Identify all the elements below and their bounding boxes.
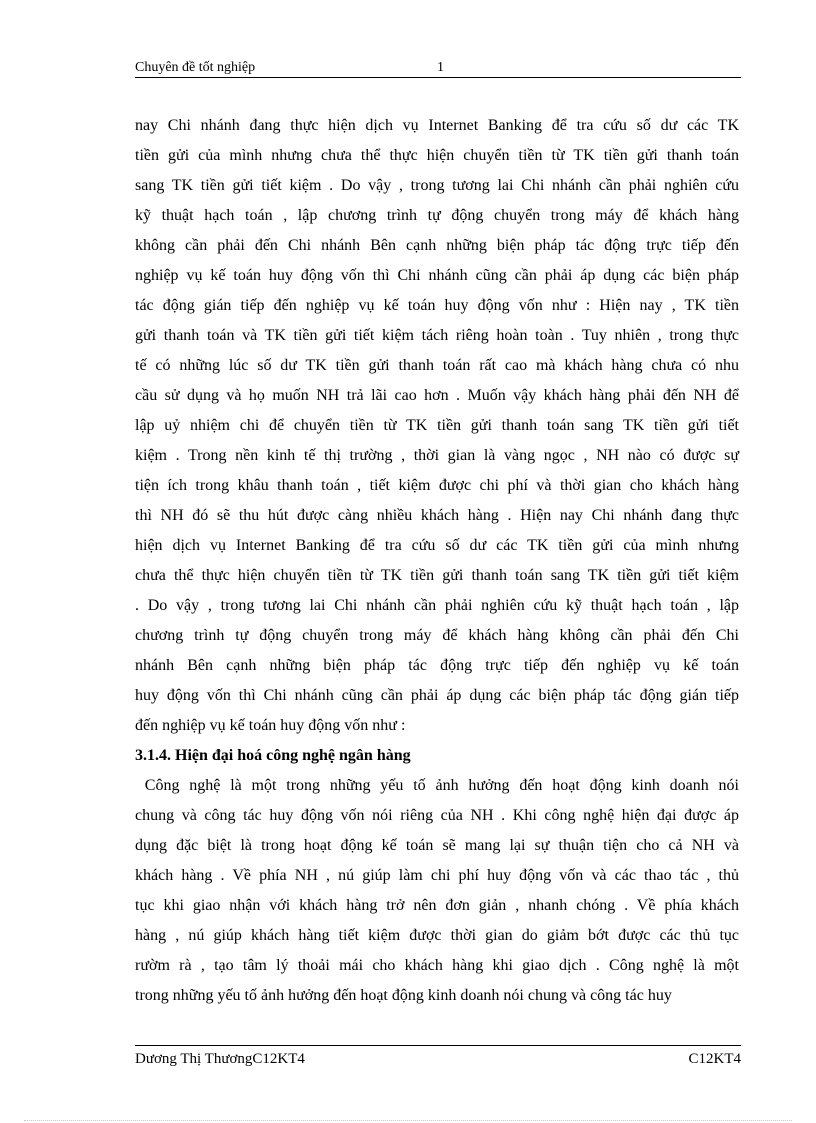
- footer-divider: [135, 1045, 741, 1046]
- text-line: nghiệp vụ kế toán huy động vốn thì Chi nhánh cũng cần phải áp dụng các biện pháp: [135, 267, 739, 284]
- text-line: sang TK tiền gửi tiết kiệm . Do vậy , trong tương lai Chi nhánh cần phải nghiên cứu: [135, 177, 739, 194]
- page-bottom-divider: [24, 1120, 792, 1121]
- header-title: Chuyên đề tốt nghiệp: [135, 60, 256, 75]
- header-divider: [135, 77, 741, 78]
- text-line: kỹ thuật hạch toán , lập chương trình tự động chuyển trong máy để khách hàng: [135, 207, 739, 224]
- text-line: . Do vậy , trong tương lai Chi nhánh cần phải nghiên cứu kỹ thuật hạch toán , lập: [135, 597, 739, 614]
- text-line: chương trình tự động chuyển trong máy để khách hàng không cần phải đến Chi: [135, 627, 739, 644]
- text-line: kiệm . Trong nền kinh tế thị trường , thời gian là vàng ngọc , NH nào có được sự: [135, 447, 739, 464]
- text-line: chưa thể thực hiện chuyển tiền từ TK tiền gửi thanh toán sang TK tiền gửi tiết kiệm: [135, 567, 739, 584]
- text-line: rườm rà , tạo tâm lý thoải mái cho khách hàng khi giao dịch . Công nghệ là một: [135, 957, 739, 974]
- text-line: dụng đặc biệt là trong hoạt động kế toán sẽ mang lại sự thuận tiện cho cả NH và: [135, 837, 739, 854]
- text-line: tế có những lúc số dư TK tiền gửi thanh toán rất cao mà khách hàng chưa có nhu: [135, 357, 739, 374]
- page-footer: [135, 1049, 741, 1069]
- text-line: hiện dịch vụ Internet Banking để tra cứu số dư các TK tiền gửi của mình nhưng: [135, 537, 739, 554]
- text-line: nay Chi nhánh đang thực hiện dịch vụ Internet Banking để tra cứu số dư các TK: [135, 117, 739, 134]
- text-line: chung và công tác huy động vốn nói riêng của NH . Khi công nghệ hiện đại được áp: [135, 807, 739, 824]
- text-line: cầu sử dụng và họ muốn NH trả lãi cao hơn . Muốn vậy khách hàng phải đến NH để: [135, 387, 739, 404]
- footer-author: Dương Thị ThươngC12KT4: [135, 1051, 305, 1067]
- text-line: Công nghệ là một trong những yếu tố ảnh hưởng đến hoạt động kinh doanh nói: [135, 777, 739, 794]
- text-line: tác động gián tiếp đến nghiệp vụ kế toán huy động vốn như : Hiện nay , TK tiền: [135, 297, 739, 314]
- body-text: [135, 111, 739, 1011]
- text-line: không cần phải đến Chi nhánh Bên cạnh những biện pháp tác động trực tiếp đến: [135, 237, 739, 254]
- footer-class-code: C12KT4: [688, 1051, 741, 1067]
- text-line: gửi thanh toán và TK tiền gửi tiết kiệm tách riêng hoàn toàn . Tuy nhiên , trong thực: [135, 327, 739, 344]
- text-line: tiền gửi của mình nhưng chưa thể thực hiện chuyển tiền từ TK tiền gửi thanh toán: [135, 147, 739, 164]
- text-line: huy động vốn thì Chi nhánh cũng cần phải áp dụng các biện pháp tác động gián tiếp: [135, 687, 739, 704]
- text-line: đến nghiệp vụ kế toán huy động vốn như :: [135, 717, 406, 734]
- text-line: tiện ích trong khâu thanh toán , tiết kiệm được chi phí và thời gian cho khách hàng: [135, 477, 739, 494]
- page-number: 1: [437, 60, 444, 75]
- text-line: lập uỷ nhiệm chi để chuyển tiền từ TK tiền gửi thanh toán sang TK tiền gửi tiết: [135, 417, 739, 434]
- text-line: trong những yếu tố ảnh hưởng đến hoạt động kinh doanh nói chung và công tác huy: [135, 987, 672, 1004]
- text-line: thì NH đó sẽ thu hút được càng nhiều khách hàng . Hiện nay Chi nhánh đang thực: [135, 507, 739, 524]
- page-header: [135, 59, 741, 77]
- text-line: tục khi giao nhận với khách hàng trở nên đơn giản , nhanh chóng . Về phía khách: [135, 897, 739, 914]
- text-line: nhánh Bên cạnh những biện pháp tác động trực tiếp đến nghiệp vụ kế toán: [135, 657, 739, 674]
- section-heading: 3.1.4. Hiện đại hoá công nghệ ngân hàng: [135, 747, 411, 764]
- text-line: hàng , nú giúp khách hàng tiết kiệm được thời gian do giảm bớt được các thủ tục: [135, 927, 739, 944]
- text-line: khách hàng . Về phía NH , nú giúp làm chi phí huy động vốn và các thao tác , thủ: [135, 867, 739, 884]
